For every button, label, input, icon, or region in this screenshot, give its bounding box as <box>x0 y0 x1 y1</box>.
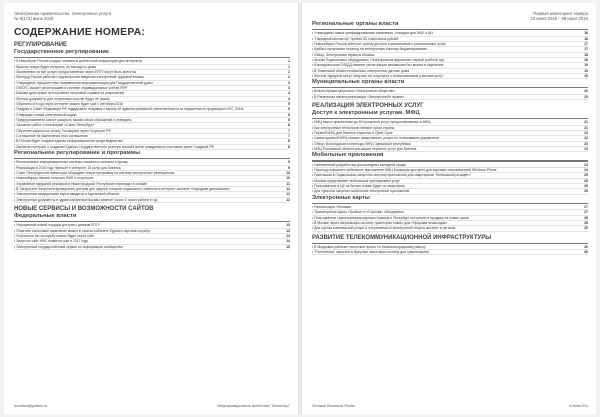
section-subtitle: Доступ к электронным услугам. МФЦ <box>312 110 420 117</box>
toc-entry-title: • Новосибирцы начали получать SMS о госуслугах <box>14 176 94 181</box>
toc-entry-title: • Заключение на все услуги предоставления через ЕПГУ могут быть внесены <box>14 69 137 74</box>
toc-entry-page-number: 18 <box>584 57 588 62</box>
toc-entry-page-number: 6 <box>288 123 290 128</box>
section-divider <box>14 158 290 159</box>
section-title: НОВЫЕ СЕРВИСЫ И ВОЗМОЖНОСТИ САЙТОВ <box>14 205 154 212</box>
toc-entry-page-number: 12 <box>286 192 290 197</box>
right-header-line: 10 июня 2016 – 09 июля 2016 <box>530 16 588 21</box>
section-divider <box>312 29 588 30</box>
toc-entry-title: • Для туристов запустил мобильное электронное приложение <box>312 189 410 194</box>
toc-entry-page-number: 28 <box>584 220 588 225</box>
toc-entry-title: • Как электронные технологии меняют орган страны <box>312 125 395 130</box>
toc-entry-page-number: 14 <box>286 233 290 238</box>
toc-entry-title: • В Мордовии работает пилотный проект по Нижнекогородскому району <box>312 244 426 249</box>
toc-entry-page-number: 19 <box>584 73 588 78</box>
section-title: РЕАЛИЗАЦИЯ ЭЛЕКТРОННЫХ УСЛУГ <box>312 103 424 110</box>
toc-entry-title: • Минтруд России работает над вопросом введения электронной трудовой книжки <box>14 75 144 80</box>
left-header <box>14 11 290 21</box>
toc-entry-title: • Обзор: Электронные сервисы Москвы <box>312 52 375 57</box>
toc-entry-page-number: 19 <box>584 63 588 68</box>
toc-entry-title: • Утверждены новые унифицированные изменения, стандарт для ЖКХ и ЦН <box>312 31 433 36</box>
toc-entry-title: • Утвержден новый электронный кодекс <box>14 112 77 117</box>
left-header-line: № 8(173) июнь 2016 <box>14 16 54 21</box>
toc-entry-page-number: 13 <box>286 223 290 228</box>
toc-entry-title: • Первый МФЦ для бизнеса открылся в Орле-Орле <box>312 131 393 136</box>
toc-entry-page-number: 4 <box>288 96 290 101</box>
toc-entry-page-number: 6 <box>288 117 290 122</box>
toc-entry-title: • Назначенный разработчик для выездных выездной среды <box>312 162 406 167</box>
toc-entry-page-number: 5 <box>288 101 290 106</box>
toc-entry-page-number: 27 <box>584 210 588 215</box>
toc-entry-title: • В Москве через Шерловскую систему траектории нового для «Прорыва пешеходов» <box>312 220 448 225</box>
section-divider <box>312 160 588 161</box>
toc-entry-page-number: 4 <box>288 91 290 96</box>
toc-entry-title: • В Раменском начата реализация «Электронной» правил <box>312 94 404 99</box>
toc-entry-page-number: 26 <box>584 189 588 194</box>
toc-entry-title: • МФЦ Ростовской области расширил перечень услуг для бизнеса <box>312 147 417 152</box>
section-divider <box>312 87 588 88</box>
right-header-line: Первый мониторинг номера <box>533 11 588 16</box>
section-divider <box>14 57 290 58</box>
toc-entry-title: • Совет Петербургских министров обсуждает новую программу на систему электронных ресепционов <box>14 170 175 175</box>
section-subtitle: Федеральные власти <box>14 212 77 219</box>
toc-entry-page-number: 20 <box>584 89 588 94</box>
toc-entry-title: • Заключен работ о платформе «Санкт-Петербург» <box>14 123 95 128</box>
toc-entry-page-number: 1 <box>288 64 290 69</box>
toc-entry[interactable] <box>312 226 588 231</box>
toc-entry-title: • Соглашение на заключения этих соглашения <box>14 134 88 138</box>
toc-entry-page-number: 24 <box>584 162 588 167</box>
toc-entry-title: • "Ростелеком" запустил в Иркутске налоговую систему для гуманитариев <box>312 250 429 255</box>
right-toc <box>312 21 588 255</box>
right-page-content <box>312 11 588 408</box>
left-page <box>4 3 298 414</box>
toc-entry-page-number: 8 <box>288 139 290 144</box>
left-page-content <box>14 11 290 408</box>
toc-entry-page-number: 7 <box>288 134 290 138</box>
toc-entry-title: • Обучение закупок на оплату Госзакупки через Госуслуги РФ <box>14 128 111 133</box>
toc-entry-page-number: 8 <box>288 144 290 149</box>
toc-entry-title: • МФЦ вырос практически до 53 процентов услуг, предоставляемых в МФЦ <box>312 120 431 125</box>
section-divider <box>312 118 588 119</box>
toc-entry-title: • Новосибирск Россия облегчит оценку доступа в финансовые и региональных услуг <box>312 41 446 46</box>
toc-entry-title: • Власти Крыма запустили «Электронное общество» <box>312 89 396 94</box>
toc-entry-page-number: 3 <box>288 80 290 85</box>
toc-entry-title: • Обзор: Вологодская в переходы МФЦ Чувашской республики <box>312 141 411 146</box>
toc-entry-title: • Приглашая в Подмосковье запустить систему приложения для смартфонов "Мобильный резидент" <box>312 173 472 178</box>
toc-entry-title: • В России будет создана единая информационная среда ведомства <box>14 139 123 144</box>
toc-entry-title: • Упрощенный новый порядок доступа к данным ЕПГУ <box>14 223 100 228</box>
left-footer <box>14 403 290 408</box>
footer-publisher: Информационное агентство "Монитор" <box>217 403 290 408</box>
toc-entry-title: • Отметить налоговые изменения можно в личном кабинете Единого портала госуслуг <box>14 228 151 233</box>
toc-entry-page-number: 21 <box>584 120 588 125</box>
toc-entry-page-number: 30 <box>584 244 588 249</box>
toc-entry-title: • Жители Удмуртии могут получать на госуслугах с полнозначимым участием услуг <box>312 73 444 78</box>
toc-entry-page-number: 18 <box>584 52 588 57</box>
toc-entry-title: • Личные документы для получения госуслуг будут не нужны <box>14 96 110 101</box>
toc-entry-title: • Самое крупный МФЦ сможет представлять услуги по пользованию документов <box>312 136 439 141</box>
toc-entry-title: • Запустил сайт ИФС появится уже в 2017 году <box>14 239 88 244</box>
toc-entry-page-number: 22 <box>584 136 588 141</box>
toc-entry-title: • Электронные документы в здравоохранении Москвы заменят около 3 тысяч рублей в год <box>14 197 158 202</box>
toc-entry-page-number: 15 <box>286 244 290 249</box>
toc-entry-title: • Кузбасс предлагает переход на электронную систему бюджетирования <box>312 47 427 52</box>
left-toc <box>14 42 290 250</box>
toc-entry-page-number: 23 <box>584 147 588 152</box>
toc-entry[interactable] <box>14 198 290 203</box>
toc-entry-page-number: 24 <box>584 167 588 172</box>
toc-entry-title: • ОМСУС сможет регистрацией в системе индивидуальных учётов ПФР <box>14 85 128 90</box>
toc-entry-page-number: 17 <box>584 41 588 46</box>
toc-entry-title: • Госдума и Совет Федерации РФ поддержали поправку к закону об административной ответственности за нарушения по формации в КЕС 2015г. <box>14 107 245 112</box>
toc-entry-title: • Электронные медицинские карты вводятся в Курганской области <box>14 192 119 197</box>
toc-entry-title: • Пользователи в ЦЕ на бизнес новые будет по смартфону <box>312 183 405 188</box>
toc-entry-page-number: 22 <box>584 131 588 136</box>
toc-entry-title: • Красить новую будет получить, не выходя из дома <box>14 64 96 69</box>
toc-entry-title: • Банкам дали право на получение налоговой справки за разрешение <box>14 91 125 96</box>
toc-entry-page-number: 14 <box>286 239 290 244</box>
section-subtitle: Региональное регулирование и программы <box>14 150 141 157</box>
toc-entry-page-number: 21 <box>584 125 588 130</box>
toc-entry-page-number: 3 <box>288 85 290 90</box>
toc-entry-title: • Переход пофиксить мобильное приложение МФЦ Башкирии доступно для карсоких пользователей Windows Phone <box>312 167 497 172</box>
toc-entry-title: • В Тюменской области появились электронные дачные дома <box>312 68 410 73</box>
toc-entry-title: • Управление наружной рекламой в Нижегородской Республике переводят в онлайн <box>14 181 148 186</box>
toc-entry-page-number: 6 <box>288 112 290 117</box>
toc-entry-title: • Ранняя карта «Москва» <box>312 204 352 209</box>
toc-entry-page-number: 30 <box>584 250 588 255</box>
section-subtitle: Государственное регулирование <box>14 49 110 55</box>
toc-entry-title: • Заключен контракт о создании Единого государственного реестра записей актов гражданского состояния купит Госдумой РФ <box>14 144 215 149</box>
section-subtitle: Муниципальные органы власти <box>312 79 405 86</box>
toc-entry-page-number: 29 <box>584 226 588 231</box>
toc-entry[interactable] <box>14 245 290 250</box>
toc-entry-title: • Утверждены приоритетные направления информатизации для Государственной думы <box>14 80 153 85</box>
toc-entry-title: • Устроиться на госслужбу можно будет через сайт <box>14 233 95 238</box>
section-subtitle: Региональные органы власти <box>312 21 399 27</box>
section-divider <box>312 243 588 244</box>
toc-entry-title: • Региональные информационные системы оказались полезны в Крыму <box>14 160 128 165</box>
toc-entry-page-number: 10 <box>286 176 290 181</box>
section-subtitle: Электронные карты <box>312 194 370 201</box>
toc-entry-page-number: 5 <box>288 107 290 112</box>
right-page <box>302 3 596 414</box>
toc-entry-page-number: 19 <box>584 68 588 73</box>
toc-entry-page-number: 9 <box>288 165 290 170</box>
toc-entry-page-number: 28 <box>584 215 588 220</box>
left-header-line: Электронная правительство. Электронные услуги <box>14 11 112 16</box>
toc-entry-title: • Школы Подмосковья оборудованы «Электронным журналом» первой учебной год <box>312 57 444 62</box>
footer-source: Grotack Business Radio <box>312 403 355 408</box>
toc-entry-page-number: 16 <box>584 36 588 41</box>
section-title: РАЗВИТИЕ ТЕЛЕКОММУНИКАЦИОННОЙ ИНФРАСТРУКТУРЫ <box>312 234 492 241</box>
section-title: РЕГУЛИРОВАНИЕ <box>14 42 68 48</box>
toc-entry-title: • "Народный инспектор" пробил 53,4 миллиона рублей <box>312 36 399 41</box>
toc-entry-page-number: 11 <box>286 181 290 186</box>
toc-entry-page-number: 25 <box>584 173 588 178</box>
toc-entry-page-number: 9 <box>288 160 290 165</box>
toc-entry-page-number: 25 <box>584 178 588 183</box>
toc-entry-title: • Обратиться в суд через интернет можно будет уже с сентября 2016 <box>14 101 123 106</box>
toc-entry-page-number: 2 <box>288 69 290 74</box>
section-subtitle: Мобильные приложения <box>312 152 384 159</box>
toc-entry-page-number: 10 <box>286 170 290 175</box>
toc-entry-title: • В Татарстане Запустили функционал доступа для закупок товаров социального значения в интернет-системе «Народная дипломатия» <box>14 186 230 191</box>
toc-entry-page-number: 27 <box>584 204 588 209</box>
toc-entry-page-number: 2 <box>288 75 290 80</box>
toc-entry-page-number: 13 <box>286 228 290 233</box>
section-divider <box>312 203 588 204</box>
toc-entry-page-number: 11 <box>286 186 290 191</box>
toc-entry-title: • Для оценки комплексной услуги и оперативности электронной «Карты жителя» в регионе <box>312 226 456 231</box>
right-header <box>312 11 588 21</box>
toc-entry-title: • Реализация в 2016 году перешёт в интернет 18 услуг для бизнеса <box>14 165 121 170</box>
toc-entry-title: • Электронный государственный сервис по информации сообщество <box>14 244 123 249</box>
toc-entry-title: • Транспортные карты «Тройка» и «Стрелка» объединены <box>312 210 404 215</box>
toc-entry-page-number: 12 <box>286 197 290 202</box>
toc-entry-page-number: 17 <box>584 47 588 52</box>
toc-entry-title: • К.Нишобров: Россия создаст элементы доблестной инфраструктуры интернета <box>14 59 142 64</box>
footer-email: monitor@grotek.ru <box>14 403 48 408</box>
toc-entry-title: • Южноуральская ГИБДД изменит регистрацию автомашин без визита в отделение <box>312 63 444 68</box>
toc-entry-page-number: 26 <box>584 183 588 188</box>
toc-entry-page-number: 16 <box>584 31 588 36</box>
toc-entry-page-number: 20 <box>584 94 588 99</box>
section-divider <box>14 221 290 222</box>
toc-entry-page-number: 23 <box>584 141 588 146</box>
footer-site: iCenter.Ru <box>569 403 588 408</box>
page-title: СОДЕРЖАНИЕ НОМЕРА: <box>14 26 146 38</box>
toc-entry-title: • Москвы представляет мобильным приложением услуг <box>312 178 400 183</box>
toc-entry-title: • Пользователи транспортными картами Нижнем и Петербург поступили в продажу на новые сроки <box>312 215 469 220</box>
right-footer <box>312 403 588 408</box>
toc-entry[interactable] <box>312 250 588 255</box>
toc-entry-page-number: 1 <box>288 59 290 64</box>
toc-entry-page-number: 7 <box>288 128 290 133</box>
toc-entry[interactable] <box>312 95 588 100</box>
toc-entry-title: • Предприниматели смогут раскрыть заказы своих обращений и утвердить <box>14 117 132 122</box>
